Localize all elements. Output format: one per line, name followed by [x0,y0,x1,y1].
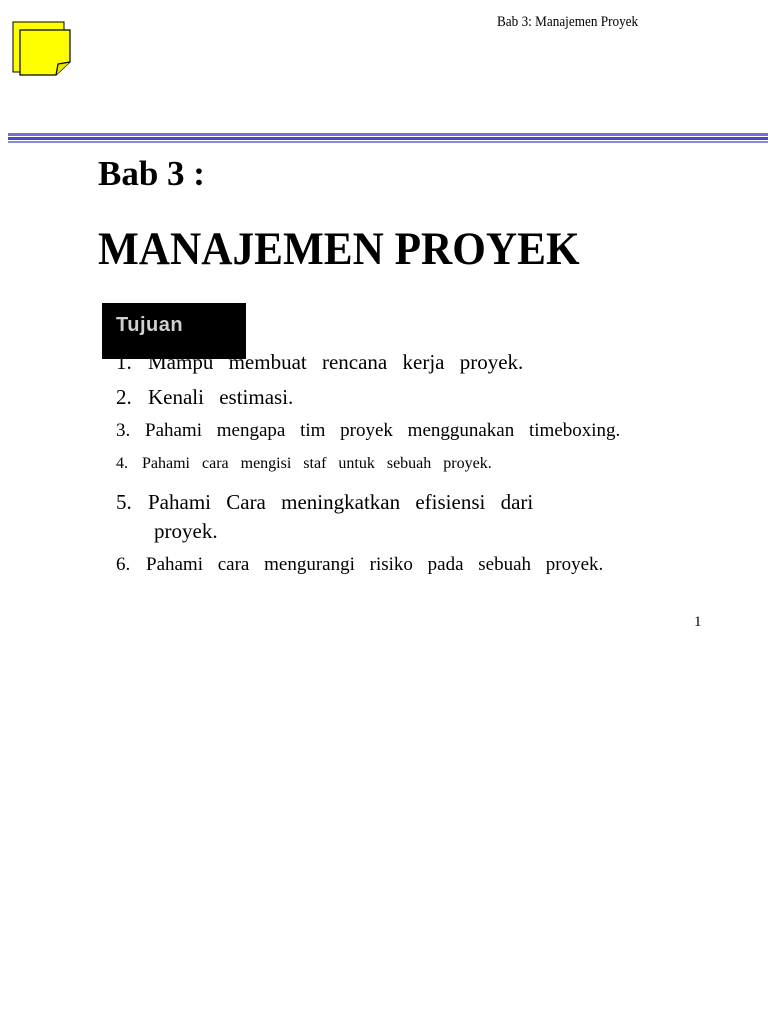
list-item-number: 6. [116,554,131,575]
list-item-text: Pahami cara mengurangi risiko pada sebuah proyek. [146,554,604,575]
list-item-number: 5. [116,490,132,514]
list-item-continuation [154,519,218,544]
list-item-text: proyek. [154,519,218,543]
list-item-text: Pahami Cara meningkatkan efisiensi dari [148,490,534,514]
list-item [116,455,492,473]
sticky-note-icon [12,20,72,76]
list-item [116,385,293,410]
header-divider-rule [8,137,768,140]
list-item [116,490,533,515]
list-item [116,350,523,375]
list-item-text: Kenali estimasi. [148,385,294,409]
list-item-text: Mampu membuat rencana kerja proyek. [148,350,524,374]
list-item [116,420,620,442]
header-divider-rule [8,141,768,143]
list-item-text: Pahami mengapa tim proyek menggunakan timeboxing. [145,420,621,441]
chapter-title: MANAJEMEN PROYEK [98,223,580,275]
list-item-number: 1. [116,350,132,374]
running-header: Bab 3: Manajemen Proyek [497,14,639,30]
list-item [116,554,603,576]
list-item-text: Pahami cara mengisi staf untuk sebuah proyek. [142,455,492,472]
list-item-number: 3. [116,420,131,441]
list-item-number: 2. [116,385,132,409]
list-item-number: 4. [116,455,128,472]
chapter-label: Bab 3 : [98,154,205,193]
header-divider-rule [8,133,768,136]
objectives-heading: Tujuan [116,314,184,336]
page-number: 1 [694,614,702,630]
